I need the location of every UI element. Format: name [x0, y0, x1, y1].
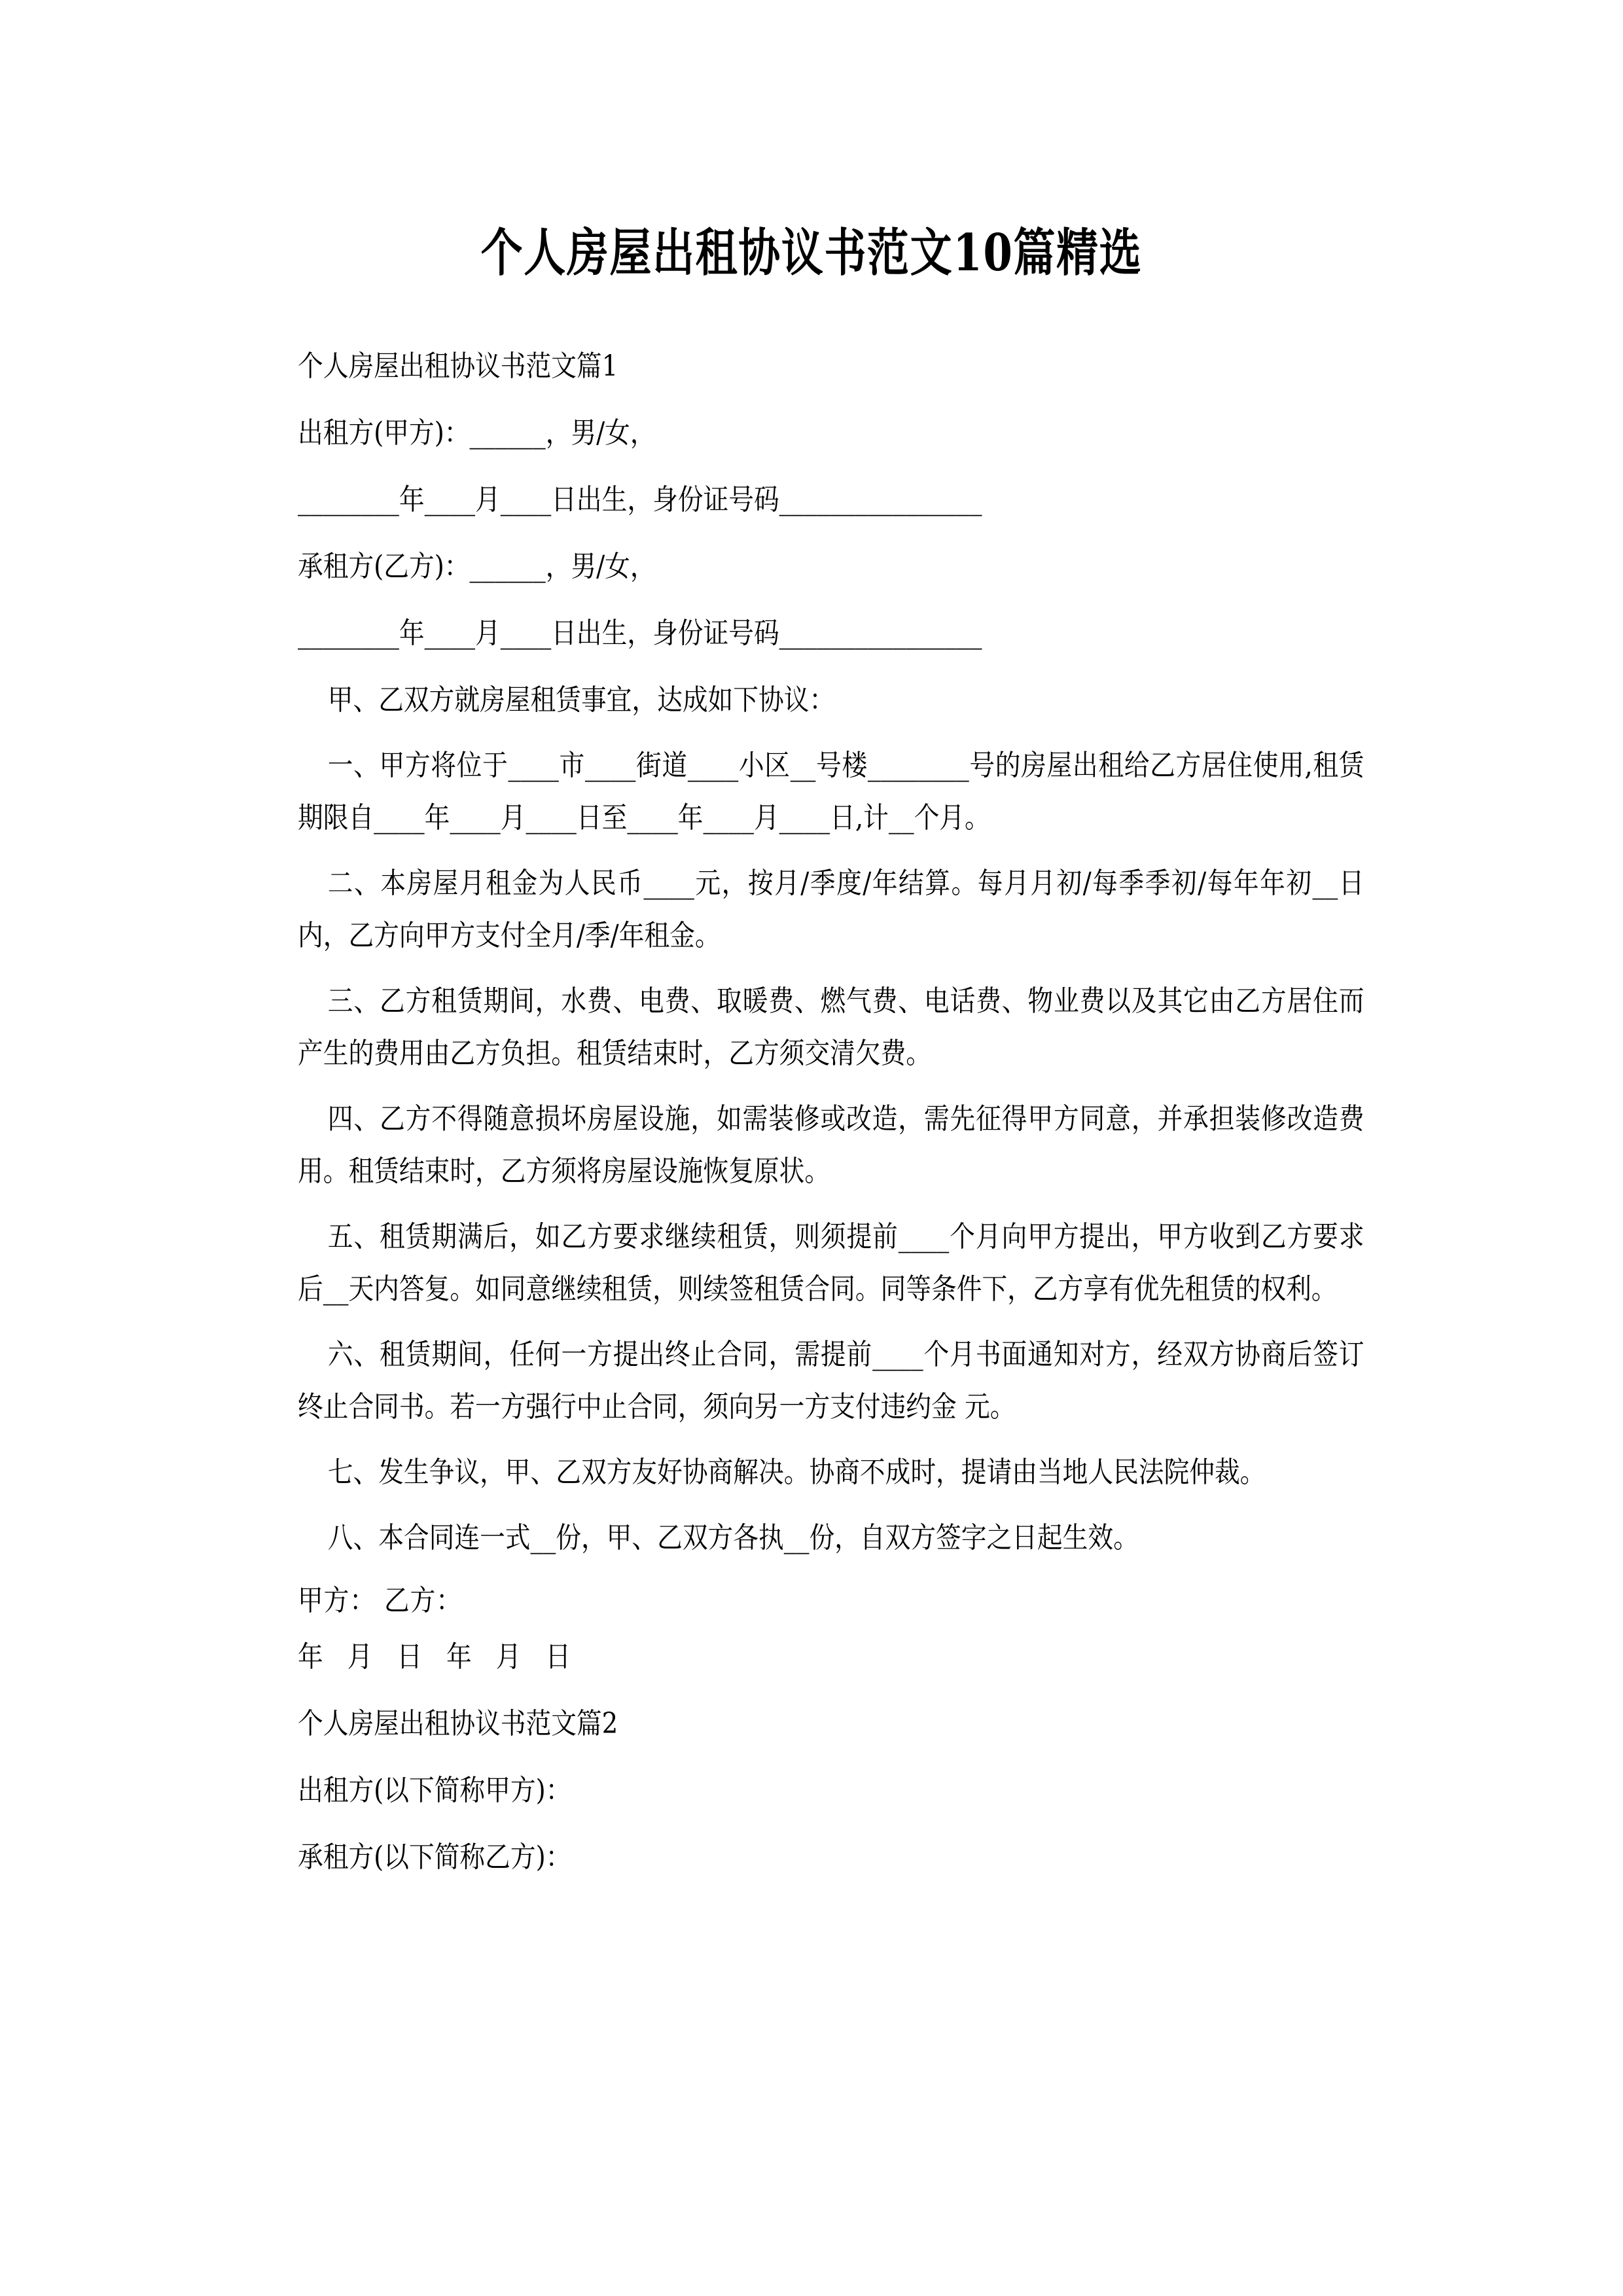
article-5: 五、租赁期满后，如乙方要求继续租赁，则须提前____个月向甲方提出，甲方收到乙方要求后__天内答复。如同意继续租赁，则续签租赁合同。同等条件下，乙方享有优先租赁的权利。: [298, 1220, 1364, 1306]
article-3: 三、乙方租赁期间，水费、电费、取暖费、燃气费、电话费、物业费以及其它由乙方居住而产生的费用由乙方负担。租赁结束时，乙方须交清欠费。: [298, 984, 1364, 1070]
preamble-agreement-line: 甲、乙双方就房屋租赁事宜，达成如下协议：: [327, 683, 835, 717]
article-1: 一、甲方将位于____市____街道____小区__号楼________号的房屋出租给乙方居住使用,租赁期限自____年____月____日至____年____月____日,计__个月。: [298, 749, 1364, 834]
lessee-line: 承租方(乙方)：______，男/女，: [298, 550, 656, 583]
lessor-birth-id-line: ________年____月____日出生，身份证号码________________: [298, 483, 982, 516]
article-2: 二、本房屋月租金为人民币____元，按月/季度/年结算。每月月初/每季季初/每年年初__日内，乙方向甲方支付全月/季/年租金。: [298, 867, 1364, 952]
lessee-birth-id-line: ________年____月____日出生，身份证号码________________: [298, 617, 982, 650]
signature-parties-line: 甲方： 乙方：: [298, 1584, 462, 1617]
article-4: 四、乙方不得随意损坏房屋设施，如需装修或改造，需先征得甲方同意，并承担装修改造费用。租赁结束时，乙方须将房屋设施恢复原状。: [298, 1102, 1364, 1188]
section2-lessee-line: 承租方(以下简称乙方)：: [298, 1840, 571, 1874]
section-heading-1: 个人房屋出租协议书范文篇1: [298, 350, 618, 383]
lessor-line: 出租方(甲方)：______，男/女，: [298, 416, 656, 450]
page-title: 个人房屋出租协议书范文10篇精选: [480, 223, 1143, 283]
section2-lessor-line: 出租方(以下简称甲方)：: [298, 1774, 571, 1807]
document-body: [298, 340, 1364, 1898]
article-8: 八、本合同连一式__份，甲、乙双方各执__份，自双方签字之日起生效。: [327, 1521, 1139, 1554]
article-7: 七、发生争议，甲、乙双方友好协商解决。协商不成时，提请由当地人民法院仲裁。: [327, 1456, 1266, 1489]
article-6: 六、租赁期间，任何一方提出终止合同，需提前____个月书面通知对方，经双方协商后签订终止合同书。若一方强行中止合同，须向另一方支付违约金 元。: [298, 1338, 1364, 1424]
signature-date-line: 年 月 日 年 月 日: [298, 1640, 579, 1674]
section-heading-2: 个人房屋出租协议书范文篇2: [298, 1707, 618, 1740]
